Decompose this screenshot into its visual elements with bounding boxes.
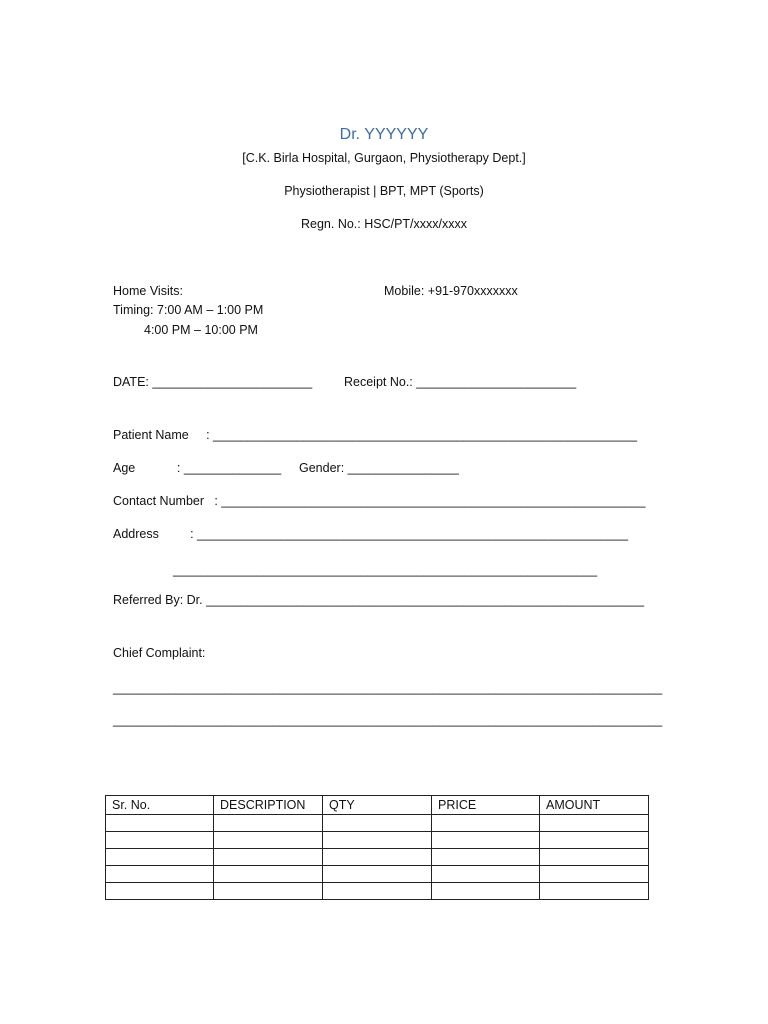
billing-table [105,795,649,900]
column-header-description: DESCRIPTION [214,796,323,815]
column-header-sr-no: Sr. No. [106,796,214,815]
mobile-number: Mobile: +91-970xxxxxxx [384,284,518,298]
registration-number: Regn. No.: HSC/PT/xxxx/xxxx [300,217,467,231]
doctor-name: Dr. YYYYYY [339,126,429,143]
complaint-line-1: _______________________________________________________________________________ [113,681,663,695]
table-cell [323,883,432,900]
table-cell [540,849,649,866]
table-row [106,866,649,883]
qualification: Physiotherapist | BPT, MPT (Sports) [284,184,484,198]
table-cell [323,849,432,866]
table-row [106,849,649,866]
table-cell [540,832,649,849]
table-header-row [106,796,649,815]
table-cell [432,866,540,883]
table-row [106,832,649,849]
complaint-line-2: _______________________________________________________________________________ [113,713,663,727]
timing-evening: 4:00 PM – 10:00 PM [144,323,258,337]
table-cell [323,866,432,883]
address-line-2: _____________________________________________________________ [173,563,598,577]
table-cell [540,815,649,832]
table-cell [540,883,649,900]
referred-by-field: Referred By: Dr. _______________________________________________________________ [113,593,645,607]
table-cell [106,832,214,849]
table-cell [432,832,540,849]
column-header-amount: AMOUNT [540,796,649,815]
column-header-price: PRICE [432,796,540,815]
gender-field: Gender: ________________ [299,461,459,475]
table-cell [432,815,540,832]
table-cell [214,866,323,883]
hospital-name: [C.K. Birla Hospital, Gurgaon, Physiotherapy Dept.] [242,151,526,165]
timing-morning: Timing: 7:00 AM – 1:00 PM [113,303,264,317]
receipt-number-field: Receipt No.: _______________________ [344,375,577,389]
age-field: Age : ______________ [113,461,282,475]
table-row [106,815,649,832]
table-cell [214,883,323,900]
table-body [106,815,649,900]
table-cell [106,883,214,900]
home-visits-label: Home Visits: [113,284,183,298]
date-field: DATE: _______________________ [113,375,313,389]
contact-number-field: Contact Number : _____________________________________________________________ [113,494,646,508]
table-row [106,883,649,900]
table-cell [323,815,432,832]
table-cell [214,815,323,832]
address-field: Address : ______________________________________________________________ [113,527,629,541]
table-cell [106,849,214,866]
table-cell [214,832,323,849]
table-cell [540,866,649,883]
column-header-qty: QTY [323,796,432,815]
table-cell [106,815,214,832]
patient-name-field: Patient Name : _____________________________________________________________ [113,428,638,442]
table-cell [323,832,432,849]
table-cell [432,883,540,900]
table-cell [214,849,323,866]
table-cell [106,866,214,883]
table-cell [432,849,540,866]
chief-complaint-label: Chief Complaint: [113,646,206,660]
